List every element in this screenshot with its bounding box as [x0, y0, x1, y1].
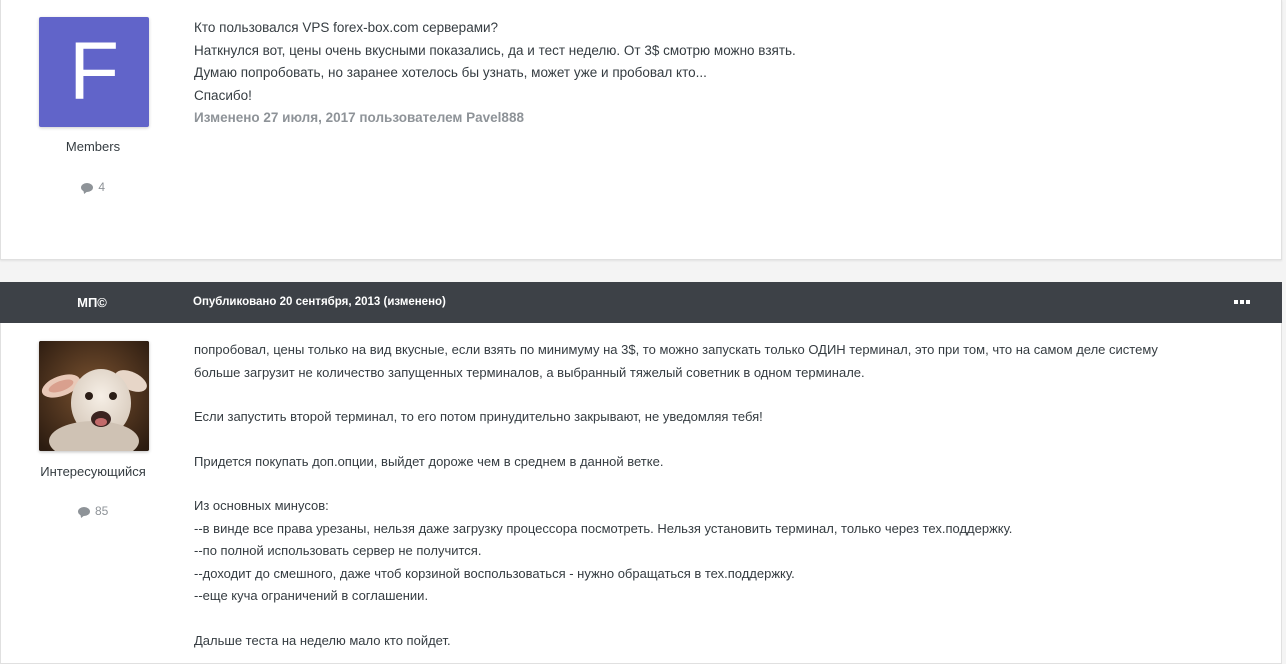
post-line: Наткнулся вот, цены очень вкусными показались, да и тест неделю. От 3$ смотрю можно взять. — [194, 42, 796, 58]
post-2-header — [0, 282, 1282, 323]
post-line: Кто пользовался VPS forex-box.com серверами? — [194, 20, 499, 35]
author-avatar[interactable]: F — [39, 17, 149, 127]
post-date[interactable]: Опубликовано 20 сентября, 2013 (изменено) — [193, 296, 446, 308]
author-post-count[interactable]: 4 — [1, 180, 185, 194]
list-item: --еще куча ограничений в соглашении. — [194, 588, 429, 603]
comment-icon — [81, 183, 93, 192]
post-2 — [0, 323, 1282, 664]
lamb-avatar-image — [39, 341, 149, 451]
list-item: --доходит до смешного, даже чтоб корзиной воспользоваться - нужно обращаться в тех.поддержку. — [194, 565, 795, 581]
list-item: --в винде все права урезаны, нельзя даже загрузку процессора посмотреть. Нельзя установить терминал, только через тех.поддержку. — [194, 520, 1013, 536]
paragraph: Придется покупать доп.опции, выйдет дороже чем в среднем в данной ветке. — [194, 453, 664, 469]
author-group: Members — [65, 139, 121, 154]
author-post-count[interactable]: 85 — [1, 504, 185, 518]
post-line: Спасибо! — [194, 87, 252, 103]
paragraph: Дальше теста на неделю мало кто пойдет. — [194, 632, 451, 648]
post-content — [194, 17, 796, 130]
post-content — [194, 339, 1244, 652]
edited-note: Изменено 27 июля, 2017 пользователем Pavel888 — [194, 110, 524, 125]
paragraph: попробовал, цены только на вид вкусные, если взять по минимуму на 3$, то можно запускать только ОДИН терминал, это при том, что на самом деле систему больше загрузит не количество запущенных терминалов, а выбранный тяжелый советник в одном терминале. — [194, 342, 1158, 380]
author-avatar[interactable] — [39, 341, 149, 451]
post-line: Думаю попробовать, но заранее хотелось бы узнать, может уже и пробовал кто... — [194, 65, 707, 80]
paragraph: Если запустить второй терминал, то его потом принудительно закрывают, не уведомляя тебя! — [194, 409, 763, 424]
post-1 — [0, 0, 1282, 260]
list-item: --по полной использовать сервер не получится. — [194, 543, 482, 558]
more-options-icon[interactable] — [1234, 300, 1250, 305]
author-group: Интересующийся — [40, 464, 146, 479]
paragraph: Из основных минусов: --в винде все права урезаны, нельзя даже загрузку процессора посмотреть. Нельзя установить терминал, только через тех.поддержку. --по полной использовать сервер не получится. --доходит до смешного, даже чтоб корзиной воспользоваться - нужно обращаться в тех.поддержку. --еще куча ограничений в соглашении. — [194, 495, 1244, 608]
comment-icon — [78, 507, 90, 516]
author-name[interactable]: МП© — [77, 295, 107, 310]
